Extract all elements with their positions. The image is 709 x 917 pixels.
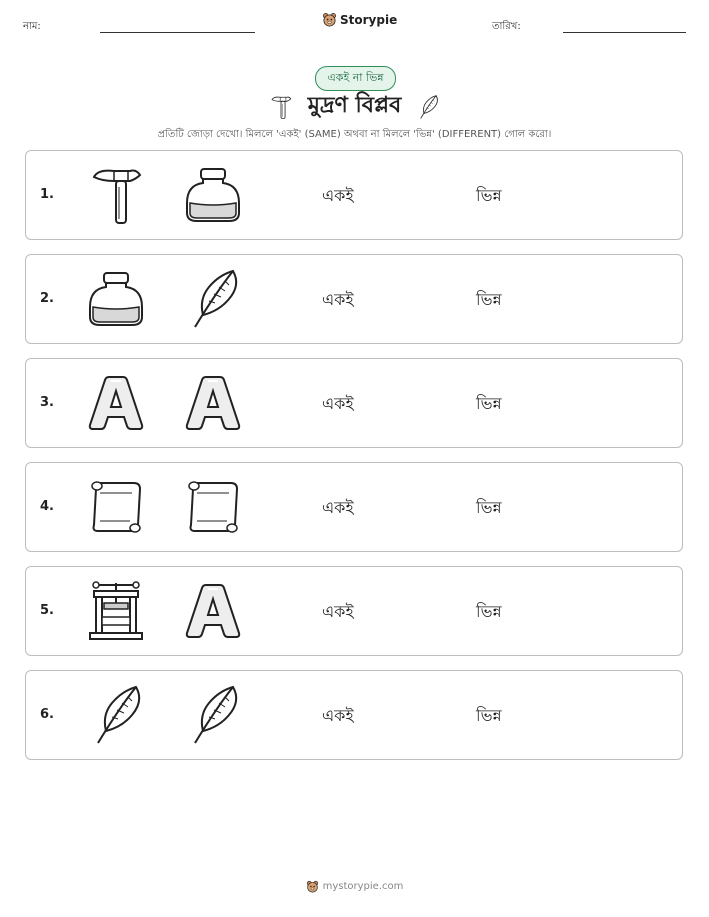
- scroll-icon: [181, 475, 245, 539]
- question-row: [25, 566, 683, 656]
- worksheet-type-badge: একই না ভিন্ন: [315, 66, 396, 91]
- option-different[interactable]: ভিন্ন: [476, 706, 502, 725]
- question-number: 4.: [40, 499, 54, 514]
- question-row: [25, 254, 683, 344]
- storypie-logo: [322, 12, 397, 27]
- option-same[interactable]: একই: [322, 290, 354, 309]
- ink-bottle-icon: [84, 267, 148, 331]
- question-row: [25, 150, 683, 240]
- bear-logo-icon: [306, 880, 319, 893]
- quill-icon: [415, 94, 441, 120]
- instructions: প্রতিটি জোড়া দেখো। মিললে 'একই' (SAME) অথবা না মিললে 'ভিন্ন' (DIFFERENT) গোল করো।: [157, 129, 552, 140]
- date-line[interactable]: [563, 32, 686, 33]
- quill-icon: [181, 683, 245, 747]
- option-same[interactable]: একই: [322, 186, 354, 205]
- name-label: নাম:: [23, 21, 41, 32]
- question-number: 2.: [40, 291, 54, 306]
- question-number: 3.: [40, 395, 54, 410]
- letter-a-icon: [181, 579, 245, 643]
- option-different[interactable]: ভিন্ন: [476, 602, 502, 621]
- option-same[interactable]: একই: [322, 394, 354, 413]
- logo-text: Storypie: [340, 12, 398, 27]
- question-row: [25, 462, 683, 552]
- name-line[interactable]: [100, 32, 255, 33]
- option-different[interactable]: ভিন্ন: [476, 290, 502, 309]
- question-number: 5.: [40, 603, 54, 618]
- hammer-icon: [268, 94, 294, 120]
- option-different[interactable]: ভিন্ন: [476, 498, 502, 517]
- option-same[interactable]: একই: [322, 706, 354, 725]
- option-different[interactable]: ভিন্ন: [476, 394, 502, 413]
- option-same[interactable]: একই: [322, 602, 354, 621]
- page-title: মুদ্রণ বিপ্লব: [307, 93, 402, 118]
- letter-a-icon: [84, 371, 148, 435]
- quill-icon: [84, 683, 148, 747]
- ink-bottle-icon: [181, 163, 245, 227]
- question-number: 1.: [40, 187, 54, 202]
- question-row: [25, 358, 683, 448]
- letter-a-icon: [181, 371, 245, 435]
- footer-site: mystorypie.com: [322, 881, 404, 892]
- question-row: [25, 670, 683, 760]
- question-number: 6.: [40, 707, 54, 722]
- footer: [0, 880, 709, 893]
- date-label: তারিখ:: [492, 21, 521, 32]
- title-row: [0, 88, 709, 125]
- scroll-icon: [84, 475, 148, 539]
- hammer-icon: [84, 163, 148, 227]
- quill-icon: [181, 267, 245, 331]
- printing-press-icon: [84, 579, 148, 643]
- bear-logo-icon: [322, 12, 337, 27]
- option-different[interactable]: ভিন্ন: [476, 186, 502, 205]
- option-same[interactable]: একই: [322, 498, 354, 517]
